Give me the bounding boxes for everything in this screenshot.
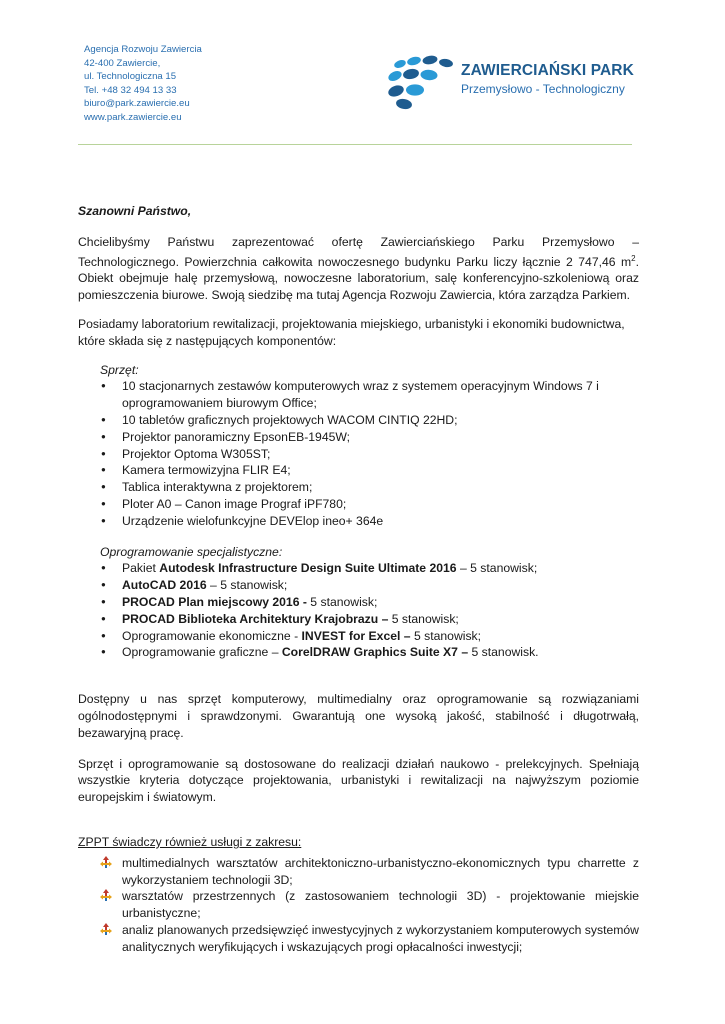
address-email[interactable]: biuro@park.zawiercie.eu — [84, 98, 190, 110]
address-website[interactable]: www.park.zawiercie.eu — [84, 111, 182, 123]
list-item: ● Oprogramowanie ekonomiczne - INVEST for Excel – 5 stanowisk; — [100, 628, 639, 645]
list-item: ● Kamera termowizyjna FLIR E4; — [100, 462, 639, 479]
list-item: warsztatów przestrzennych (z zastosowaniem technologii 3D) - projektowanie miejskie urbanistyczne; — [100, 888, 639, 922]
services-list — [78, 855, 639, 956]
logo-title: ZAWIERCIAŃSKI PARK — [461, 62, 634, 79]
four-way-arrow-icon — [100, 923, 112, 935]
list-item: analiz planowanych przedsięwzięć inwestycyjnych z wykorzystaniem komputerowych systemów analitycznych weryfikujących i wskazujących progi opłacalności inwestycji; — [100, 922, 639, 956]
address-phone: Tel. +48 32 494 13 33 — [84, 84, 177, 96]
logo-mark-icon — [386, 54, 458, 112]
intro-paragraph: Chcielibyśmy Państwu zaprezentować ofertę Zawierciańskiego Parku Przemysłowo – Technologicznego. Powierzchnia całkowita nowoczesnego budynku Parku liczy łącznie 2 747,46 $m^2$. Obiekt obejmuje halę przemysłową, nowoczesne laboratorium, salę konferencyjno-szkoleniową oraz pomieszczenia biurowe. Swoją siedzibę ma tutaj Agencja Rozwoju Zawiercia, która zarządza Parkiem. — [78, 234, 639, 303]
equipment-heading: Sprzęt: — [100, 362, 139, 377]
list-item: ● PROCAD Biblioteka Architektury Krajobrazu – 5 stanowisk; — [100, 611, 639, 628]
address-org: Agencja Rozwoju Zawiercia — [84, 44, 202, 55]
list-item: ● Projektor panoramiczny EpsonEB-1945W; — [100, 429, 639, 446]
equipment-list — [78, 378, 639, 529]
list-item: ● 10 stacjonarnych zestawów komputerowych wraz z systemem operacyjnym Windows 7 i oprogramowaniem biurowym Office; — [100, 378, 639, 412]
header-divider — [78, 144, 632, 145]
adaptation-paragraph: Sprzęt i oprogramowanie są dostosowane do realizacji działań naukowo - prelekcyjnych. Spełniają wszystkie kryteria dotyczące projektowania, urbanistyki i rewitalizacji na najwyższym poziomie europejskim i światowym. — [78, 756, 639, 805]
letter-body — [78, 203, 639, 956]
list-item: ● AutoCAD 2016 – 5 stanowisk; — [100, 577, 639, 594]
list-item: ● 10 tabletów graficznych projektowych WACOM CINTIQ 22HD; — [100, 412, 639, 429]
address-block — [84, 43, 202, 125]
availability-paragraph: Dostępny u nas sprzęt komputerowy, multimedialny oraz oprogramowanie są rozwiązaniami ogólnodostępnymi i sprawdzonymi. Gwarantują one wysoką jakość, stabilność i długotrwałą, bezawaryjną pracę. — [78, 692, 639, 740]
list-item: ● Pakiet Autodesk Infrastructure Design Suite Ultimate 2016 – 5 stanowisk; — [100, 560, 639, 577]
list-item: ● Tablica interaktywna z projektorem; — [100, 479, 639, 496]
salutation: Szanowni Państwo, — [78, 204, 192, 218]
lab-paragraph: Posiadamy laboratorium rewitalizacji, projektowania miejskiego, urbanistyki i ekonomiki budownictwa, które składa się z następujących komponentów: — [78, 317, 625, 348]
list-item: ● Urządzenie wielofunkcyjne DEVElop ineo+ 364e — [100, 513, 639, 530]
list-item: ● PROCAD Plan miejscowy 2016 - 5 stanowisk; — [100, 594, 639, 611]
address-postal: 42-400 Zawiercie, — [84, 57, 161, 69]
park-logo — [386, 54, 636, 112]
list-item: ● Ploter A0 – Canon image Prograf iPF780; — [100, 496, 639, 513]
four-way-arrow-icon — [100, 856, 112, 868]
address-street: ul. Technologiczna 15 — [84, 71, 177, 83]
list-item: multimedialnych warsztatów architektoniczno-urbanistyczno-ekonomicznych typu charrette z wykorzystaniem technologii 3D; — [100, 855, 639, 889]
list-item: ● Oprogramowanie graficzne – CorelDRAW Graphics Suite X7 – 5 stanowisk. — [100, 644, 639, 661]
logo-subtitle: Przemysłowo - Technologiczny — [461, 82, 625, 96]
software-list — [78, 560, 639, 661]
four-way-arrow-icon — [100, 889, 112, 901]
list-item: ● Projektor Optoma W305ST; — [100, 446, 639, 463]
services-heading: ZPPT świadczy również usługi z zakresu: — [78, 834, 302, 849]
software-heading: Oprogramowanie specjalistyczne: — [100, 544, 283, 559]
